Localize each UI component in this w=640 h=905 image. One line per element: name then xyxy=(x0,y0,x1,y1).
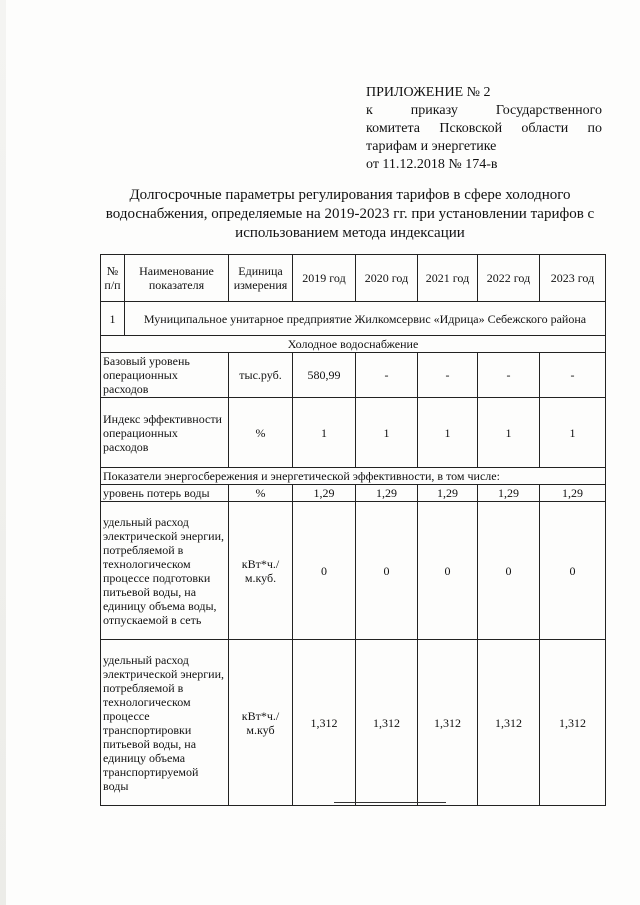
value-cell: 1,29 xyxy=(356,485,418,502)
value-cell: 1,29 xyxy=(478,485,540,502)
value-cell: 1,312 xyxy=(418,640,478,806)
table-row xyxy=(101,398,606,468)
indicator-name: Индекс эффективности операционных расходов xyxy=(101,398,229,468)
section-row xyxy=(101,468,606,485)
unit-cell: тыс.руб. xyxy=(229,353,293,398)
unit-cell: кВт*ч./м.куб. xyxy=(229,502,293,640)
column-header: № п/п xyxy=(101,255,125,302)
value-cell: - xyxy=(418,353,478,398)
end-divider xyxy=(334,802,446,803)
section-row xyxy=(101,336,606,353)
value-cell: 1,29 xyxy=(293,485,356,502)
section-title: Холодное водоснабжение xyxy=(101,336,606,353)
section-title: Показатели энергосбережения и энергетической эффективности, в том числе: xyxy=(101,468,606,485)
appendix-line: от 11.12.2018 № 174-в xyxy=(366,157,498,172)
parameters-table xyxy=(100,254,606,806)
document-title xyxy=(96,186,604,243)
indicator-name: удельный расход электрической энергии, потребляемой в технологическом процессе транспортировки питьевой воды, на единицу объема транспортируемой воды xyxy=(101,640,229,806)
unit-cell: кВт*ч./м.куб xyxy=(229,640,293,806)
value-cell: 1,312 xyxy=(540,640,606,806)
value-cell: - xyxy=(540,353,606,398)
appendix-block xyxy=(366,84,602,174)
appendix-line: к приказу Государственного xyxy=(366,103,602,118)
column-header: Наименование показателя xyxy=(125,255,229,302)
value-cell: 1 xyxy=(478,398,540,468)
table-row xyxy=(101,353,606,398)
value-cell: - xyxy=(478,353,540,398)
column-header: 2022 год xyxy=(478,255,540,302)
value-cell: 0 xyxy=(356,502,418,640)
column-header: 2019 год xyxy=(293,255,356,302)
value-cell: 580,99 xyxy=(293,353,356,398)
value-cell: 1,312 xyxy=(478,640,540,806)
column-header: 2023 год xyxy=(540,255,606,302)
value-cell: 1 xyxy=(540,398,606,468)
value-cell: 0 xyxy=(540,502,606,640)
column-header: 2020 год xyxy=(356,255,418,302)
value-cell: 1,312 xyxy=(356,640,418,806)
value-cell: 0 xyxy=(418,502,478,640)
value-cell: 0 xyxy=(293,502,356,640)
appendix-line: тарифам и энергетике xyxy=(366,139,497,154)
table-header-row xyxy=(101,255,606,302)
value-cell: - xyxy=(356,353,418,398)
appendix-line: комитета Псковской области по xyxy=(366,121,602,136)
column-header: Единица измерения xyxy=(229,255,293,302)
value-cell: 1 xyxy=(356,398,418,468)
unit-cell: % xyxy=(229,398,293,468)
unit-cell: % xyxy=(229,485,293,502)
appendix-heading: ПРИЛОЖЕНИЕ № 2 xyxy=(366,85,491,100)
enterprise-name: Муниципальное унитарное предприятие Жилкомсервис «Идрица» Себежского района xyxy=(125,302,606,336)
value-cell: 1 xyxy=(293,398,356,468)
value-cell: 1,312 xyxy=(293,640,356,806)
indicator-name: удельный расход электрической энергии, потребляемой в технологическом процессе подготовки питьевой воды, на единицу объема воды, отпускаемой в сеть xyxy=(101,502,229,640)
title-line: использованием метода индексации xyxy=(235,225,465,241)
value-cell: 1,29 xyxy=(418,485,478,502)
value-cell: 1,29 xyxy=(540,485,606,502)
enterprise-row xyxy=(101,302,606,336)
value-cell: 1 xyxy=(418,398,478,468)
scan-edge xyxy=(0,0,6,905)
table-row xyxy=(101,502,606,640)
column-header: 2021 год xyxy=(418,255,478,302)
title-line: водоснабжения, определяемые на 2019-2023 гг. при установлении тарифов с xyxy=(105,206,595,222)
row-number: 1 xyxy=(101,302,125,336)
title-line: Долгосрочные параметры регулирования тарифов в сфере холодного xyxy=(129,187,571,203)
table-row xyxy=(101,640,606,806)
indicator-name: уровень потерь воды xyxy=(101,485,229,502)
value-cell: 0 xyxy=(478,502,540,640)
indicator-name: Базовый уровень операционных расходов xyxy=(101,353,229,398)
table-row xyxy=(101,485,606,502)
